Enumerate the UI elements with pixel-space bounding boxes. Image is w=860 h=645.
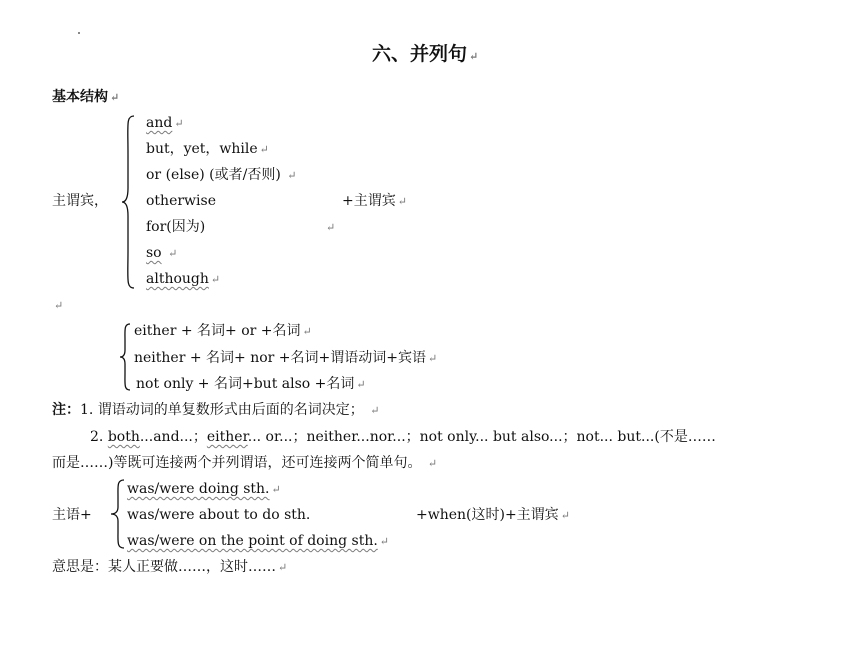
paragraph-mark: ↵ (326, 221, 336, 234)
conj-and: and ↵ (146, 115, 184, 131)
section-heading: 基本结构 ↵ (52, 89, 120, 105)
was-were-about-to: was/were about to do sth. (127, 507, 311, 523)
conj-but-yet-while: but，yet，while ↵ (146, 141, 269, 157)
block1-left-label: 主谓宾， (52, 193, 108, 209)
note-line-3: 而是……)等既可连接两个并列谓语，还可连接两个简单句。 ↵ (52, 455, 438, 471)
note-line-1: 注：1. 谓语动词的单复数形式由后面的名词决定； ↵ (52, 402, 380, 418)
block3-right-label: +when(这时)+主谓宾 ↵ (416, 507, 570, 523)
stray-dot (78, 32, 80, 34)
neither-nor-line: neither + 名词+ nor +名词+谓语动词+宾语 ↵ (134, 350, 438, 366)
conj-so: so ↵ (146, 245, 178, 261)
not-only-line: not only + 名词+but also +名词 ↵ (136, 376, 366, 392)
conj-although: although ↵ (146, 271, 221, 287)
block1-right-label: +主谓宾 ↵ (342, 193, 407, 209)
note-line-2: 2. both...and...；either... or...；neither...nor...；not only... but also...；not... but...(不是…… (90, 429, 716, 445)
block3-left-label: 主语+ (52, 507, 92, 523)
conj-for: for(因为) (146, 219, 206, 235)
meaning-line: 意思是：某人正要做……，这时…… ↵ (52, 559, 288, 575)
conj-otherwise: otherwise (146, 193, 216, 209)
brace-block3 (108, 478, 128, 550)
conj-or-else: or (else) (或者/否则) ↵ (146, 167, 297, 183)
either-or-line: either + 名词+ or +名词 ↵ (134, 323, 312, 339)
empty-paragraph-mark: ↵ (54, 299, 64, 312)
brace-block1 (120, 114, 142, 290)
was-were-doing: was/were doing sth. ↵ (127, 481, 281, 497)
brace-block2 (118, 322, 134, 392)
page-title: 六、并列句 ↵ (372, 43, 479, 65)
was-were-on-the-point: was/were on the point of doing sth. ↵ (127, 533, 390, 549)
